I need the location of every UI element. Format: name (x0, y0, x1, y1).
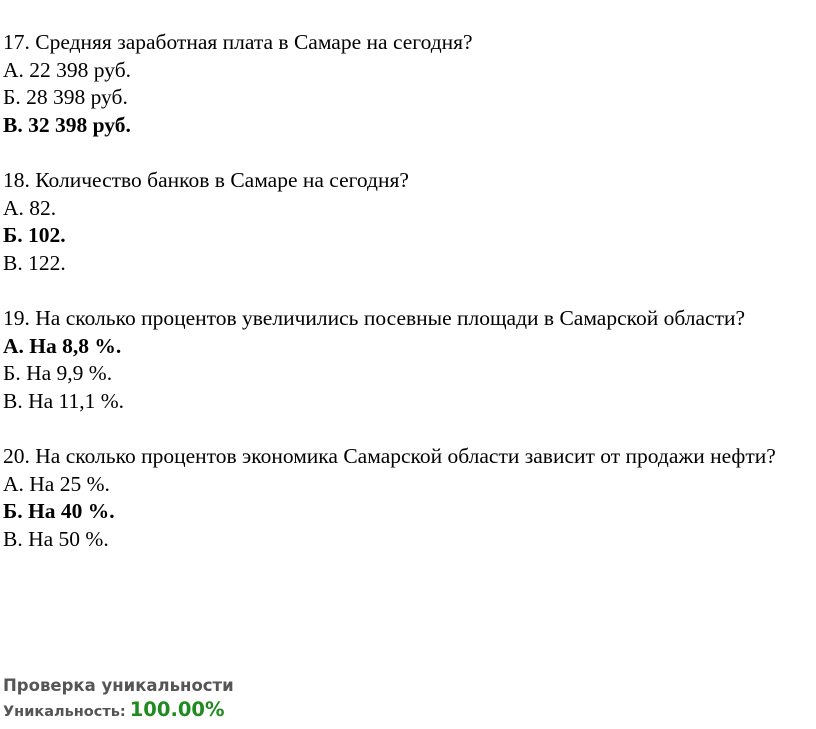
answer-option-a: А. На 25 %. (3, 471, 110, 496)
answer-option-v: В. 122. (3, 250, 66, 275)
question-text: 17. Средняя заработная плата в Самаре на сегодня? (3, 30, 473, 54)
uniqueness-label: Уникальность: (3, 704, 126, 720)
uniqueness-check-title: Проверка уникальности (3, 676, 234, 695)
question-18 (3, 167, 813, 277)
uniqueness-value: 100.00% (129, 698, 225, 721)
quiz-document (3, 29, 813, 581)
answer-option-b: Б. 28 398 руб. (3, 85, 128, 110)
answer-option-b: Б. На 9,9 %. (3, 361, 113, 386)
question-text: 18. Количество банков в Самаре на сегодня? (3, 167, 409, 192)
answer-option-a: А. 22 398 руб. (3, 57, 132, 82)
answer-option-v: В. На 11,1 %. (3, 388, 125, 413)
answer-option-v: В. На 50 %. (3, 526, 109, 551)
answer-option-a: А. 82. (3, 195, 57, 220)
question-text: 20. На сколько процентов экономика Самарской области зависит от продажи нефти? (3, 443, 776, 468)
question-19 (3, 305, 813, 415)
answer-option-v-correct: В. 32 398 руб. (3, 112, 131, 137)
answer-option-b-correct: Б. 102. (3, 223, 66, 248)
uniqueness-footer (3, 674, 234, 724)
question-text: 19. На сколько процентов увеличились посевные площади в Самарской области? (3, 305, 746, 330)
answer-option-a-correct: А. На 8,8 %. (3, 333, 122, 358)
uniqueness-line (3, 698, 234, 724)
answer-option-b-correct: Б. На 40 %. (3, 499, 115, 524)
question-17 (3, 29, 813, 139)
question-20 (3, 443, 813, 553)
